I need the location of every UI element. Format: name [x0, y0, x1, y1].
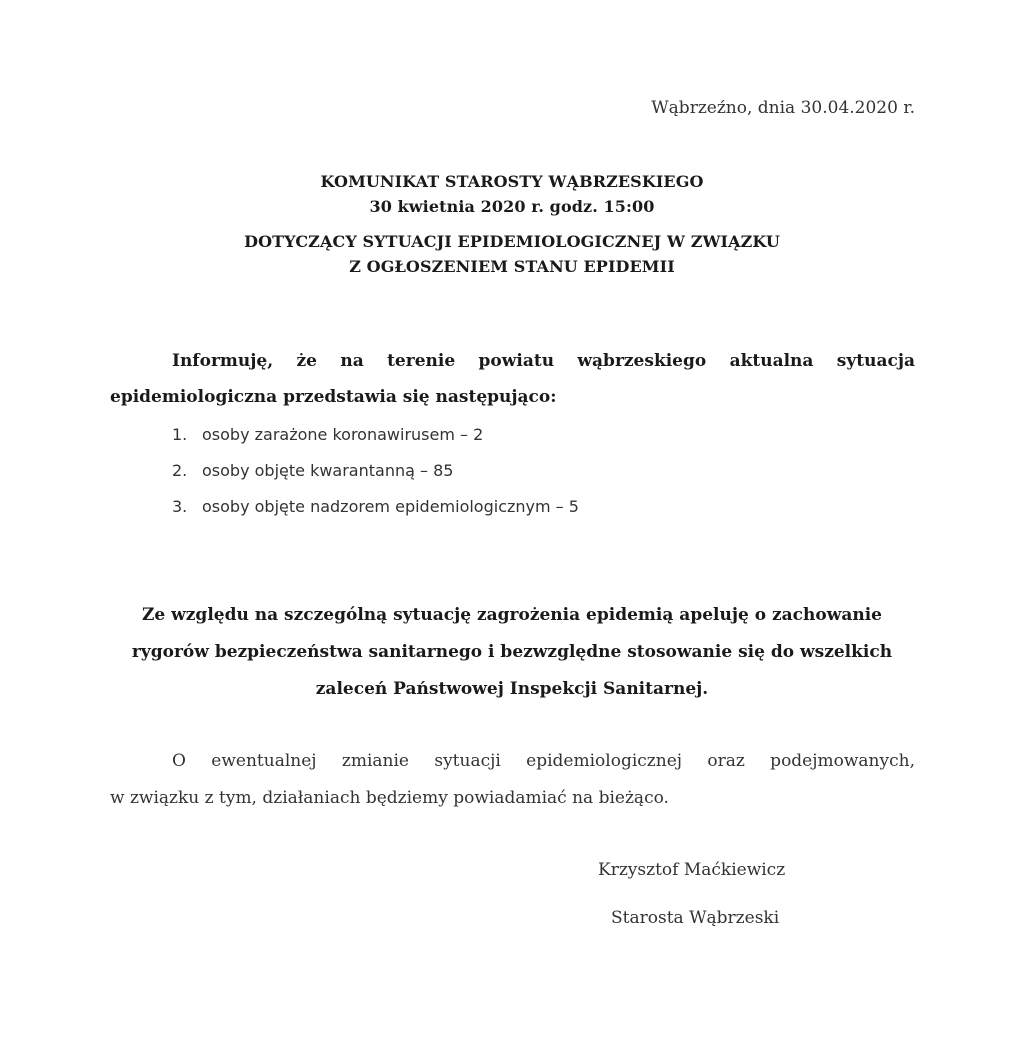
- list-item-number: 1.: [172, 425, 188, 444]
- header-datetime: 30 kwietnia 2020 r. godz. 15:00: [369, 197, 655, 216]
- list-item-text: osoby zarażone koronawirusem – 2: [202, 425, 484, 444]
- list-item: [172, 461, 453, 480]
- list-item: [172, 497, 579, 516]
- intro-line-2: epidemiologiczna przedstawia się następująco:: [110, 387, 557, 407]
- list-item: [172, 425, 483, 444]
- signature-name: Krzysztof Maćkiewicz: [598, 860, 786, 880]
- header-title: KOMUNIKAT STAROSTY WĄBRZESKIEGO: [320, 172, 704, 191]
- intro-line-1: Informuję, że na terenie powiatu wąbrzeskiego aktualna sytuacja: [172, 351, 915, 371]
- closing-line-1: O ewentualnej zmianie sytuacji epidemiologicznej oraz podejmowanych,: [172, 751, 915, 771]
- signature-title: Starosta Wąbrzeski: [611, 908, 780, 928]
- header-subject-line1: DOTYCZĄCY SYTUACJI EPIDEMIOLOGICZNEJ W ZWIĄZKU: [244, 232, 780, 251]
- header-subject-line2: Z OGŁOSZENIEM STANU EPIDEMII: [349, 257, 675, 276]
- appeal-line-1: Ze względu na szczególną sytuację zagrożenia epidemią apeluję o zachowanie: [142, 605, 882, 625]
- list-item-text: osoby objęte nadzorem epidemiologicznym – 5: [202, 497, 579, 516]
- list-item-number: 3.: [172, 497, 188, 516]
- closing-line-2: w związku z tym, działaniach będziemy powiadamiać na bieżąco.: [110, 788, 669, 808]
- appeal-line-3: zaleceń Państwowej Inspekcji Sanitarnej.: [315, 679, 709, 699]
- list-item-text: osoby objęte kwarantanną – 85: [202, 461, 454, 480]
- list-item-number: 2.: [172, 461, 188, 480]
- place-date: Wąbrzeźno, dnia 30.04.2020 r.: [651, 98, 915, 118]
- appeal-line-2: rygorów bezpieczeństwa sanitarnego i bezwzględne stosowanie się do wszelkich: [131, 642, 893, 662]
